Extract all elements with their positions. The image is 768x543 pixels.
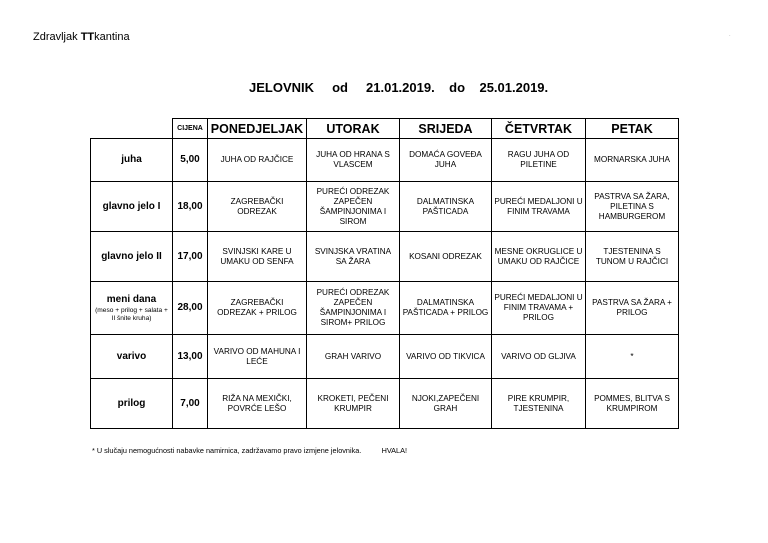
dish-cell: POMMES, BLITVA S KRUMPIROM — [586, 379, 679, 429]
dish-cell: PASTRVA SA ŽARA, PILETINA S HAMBURGEROM — [586, 182, 679, 232]
menu-title: JELOVNIK od 21.01.2019. do 25.01.2019. — [249, 80, 549, 95]
price-cell: 13,00 — [173, 335, 208, 379]
table-row — [91, 232, 679, 282]
price-header: CIJENA — [173, 119, 208, 139]
price-cell: 18,00 — [173, 182, 208, 232]
dish-cell: GRAH VARIVO — [307, 335, 400, 379]
category-cell: glavno jelo I — [91, 182, 173, 232]
table-row — [91, 139, 679, 182]
day-header-tuesday: UTORAK — [307, 119, 400, 139]
dish-cell: KOSANI ODREZAK — [400, 232, 492, 282]
price-cell: 28,00 — [173, 282, 208, 335]
dish-cell: PUREĆI ODREZAK ZAPEČEN ŠAMPINJONIMA I SIROM — [307, 182, 400, 232]
dish-cell: VARIVO OD MAHUNA I LEĆE — [208, 335, 307, 379]
header-blank — [91, 119, 173, 139]
dish-cell: SVINJSKI KARE U UMAKU OD SENFA — [208, 232, 307, 282]
dish-cell: PUREĆI MEDALJONI U FINIM TRAVAMA — [492, 182, 586, 232]
dish-cell: MESNE OKRUGLICE U UMAKU OD RAJČICE — [492, 232, 586, 282]
dish-cell: KROKETI, PEČENI KRUMPIR — [307, 379, 400, 429]
category-cell: juha — [91, 139, 173, 182]
day-header-thursday: ČETVRTAK — [492, 119, 586, 139]
table-row — [91, 335, 679, 379]
dish-cell: TJESTENINA S TUNOM U RAJČICI — [586, 232, 679, 282]
dish-cell: RIŽA NA MEXIČKI, POVRĆE LEŠO — [208, 379, 307, 429]
dish-cell: DALMATINSKA PAŠTICADA — [400, 182, 492, 232]
dish-cell: NJOKI,ZAPEČENI GRAH — [400, 379, 492, 429]
brand-tt: TT — [80, 31, 95, 43]
dish-cell: PUREĆI ODREZAK ZAPEČEN ŠAMPINJONIMA I SIROM+ PRILOG — [307, 282, 400, 335]
brand-prefix: Zdravljak — [33, 31, 81, 43]
dish-cell: ZAGREBAČKI ODREZAK + PRILOG — [208, 282, 307, 335]
category-cell: varivo — [91, 335, 173, 379]
menu-table — [90, 118, 679, 429]
dish-cell: PUREĆI MEDALJONI U FINIM TRAVAMA + PRILOG — [492, 282, 586, 335]
dish-cell: JUHA OD HRANA S VLASCEM — [307, 139, 400, 182]
category-cell: glavno jelo II — [91, 232, 173, 282]
category-note: (meso + prilog + salata + II šnite kruha) — [95, 306, 168, 322]
day-header-friday: PETAK — [586, 119, 679, 139]
day-header-monday: PONEDJELJAK — [208, 119, 307, 139]
price-cell: 5,00 — [173, 139, 208, 182]
category-cell: prilog — [91, 379, 173, 429]
brand-suffix: kantina — [94, 31, 130, 43]
dish-cell: DOMAĆA GOVEĐA JUHA — [400, 139, 492, 182]
header-row — [91, 119, 679, 139]
dish-cell: VARIVO OD GLJIVA — [492, 335, 586, 379]
dish-cell: MORNARSKA JUHA — [586, 139, 679, 182]
corner-mark: · — [729, 33, 731, 39]
price-cell: 7,00 — [173, 379, 208, 429]
table-row — [91, 379, 679, 429]
table-row — [91, 282, 679, 335]
dish-cell: JUHA OD RAJČICE — [208, 139, 307, 182]
dish-cell: VARIVO OD TIKVICA — [400, 335, 492, 379]
dish-cell: PASTRVA SA ŽARA + PRILOG — [586, 282, 679, 335]
dish-cell: DALMATINSKA PAŠTICADA + PRILOG — [400, 282, 492, 335]
dish-cell: * — [586, 335, 679, 379]
footnote: * U slučaju nemogućnosti nabavke namirnica, zadržavamo pravo izmjene jelovnika. HVALA! — [92, 446, 407, 455]
dish-cell: SVINJSKA VRATINA SA ŽARA — [307, 232, 400, 282]
table-row — [91, 182, 679, 232]
day-header-wednesday: SRIJEDA — [400, 119, 492, 139]
category-label: meni dana — [106, 293, 157, 305]
category-cell — [91, 282, 173, 335]
price-cell: 17,00 — [173, 232, 208, 282]
brand-name — [33, 31, 130, 43]
dish-cell: ZAGREBAČKI ODREZAK — [208, 182, 307, 232]
dish-cell: PIRE KRUMPIR, TJESTENINA — [492, 379, 586, 429]
dish-cell: RAGU JUHA OD PILETINE — [492, 139, 586, 182]
